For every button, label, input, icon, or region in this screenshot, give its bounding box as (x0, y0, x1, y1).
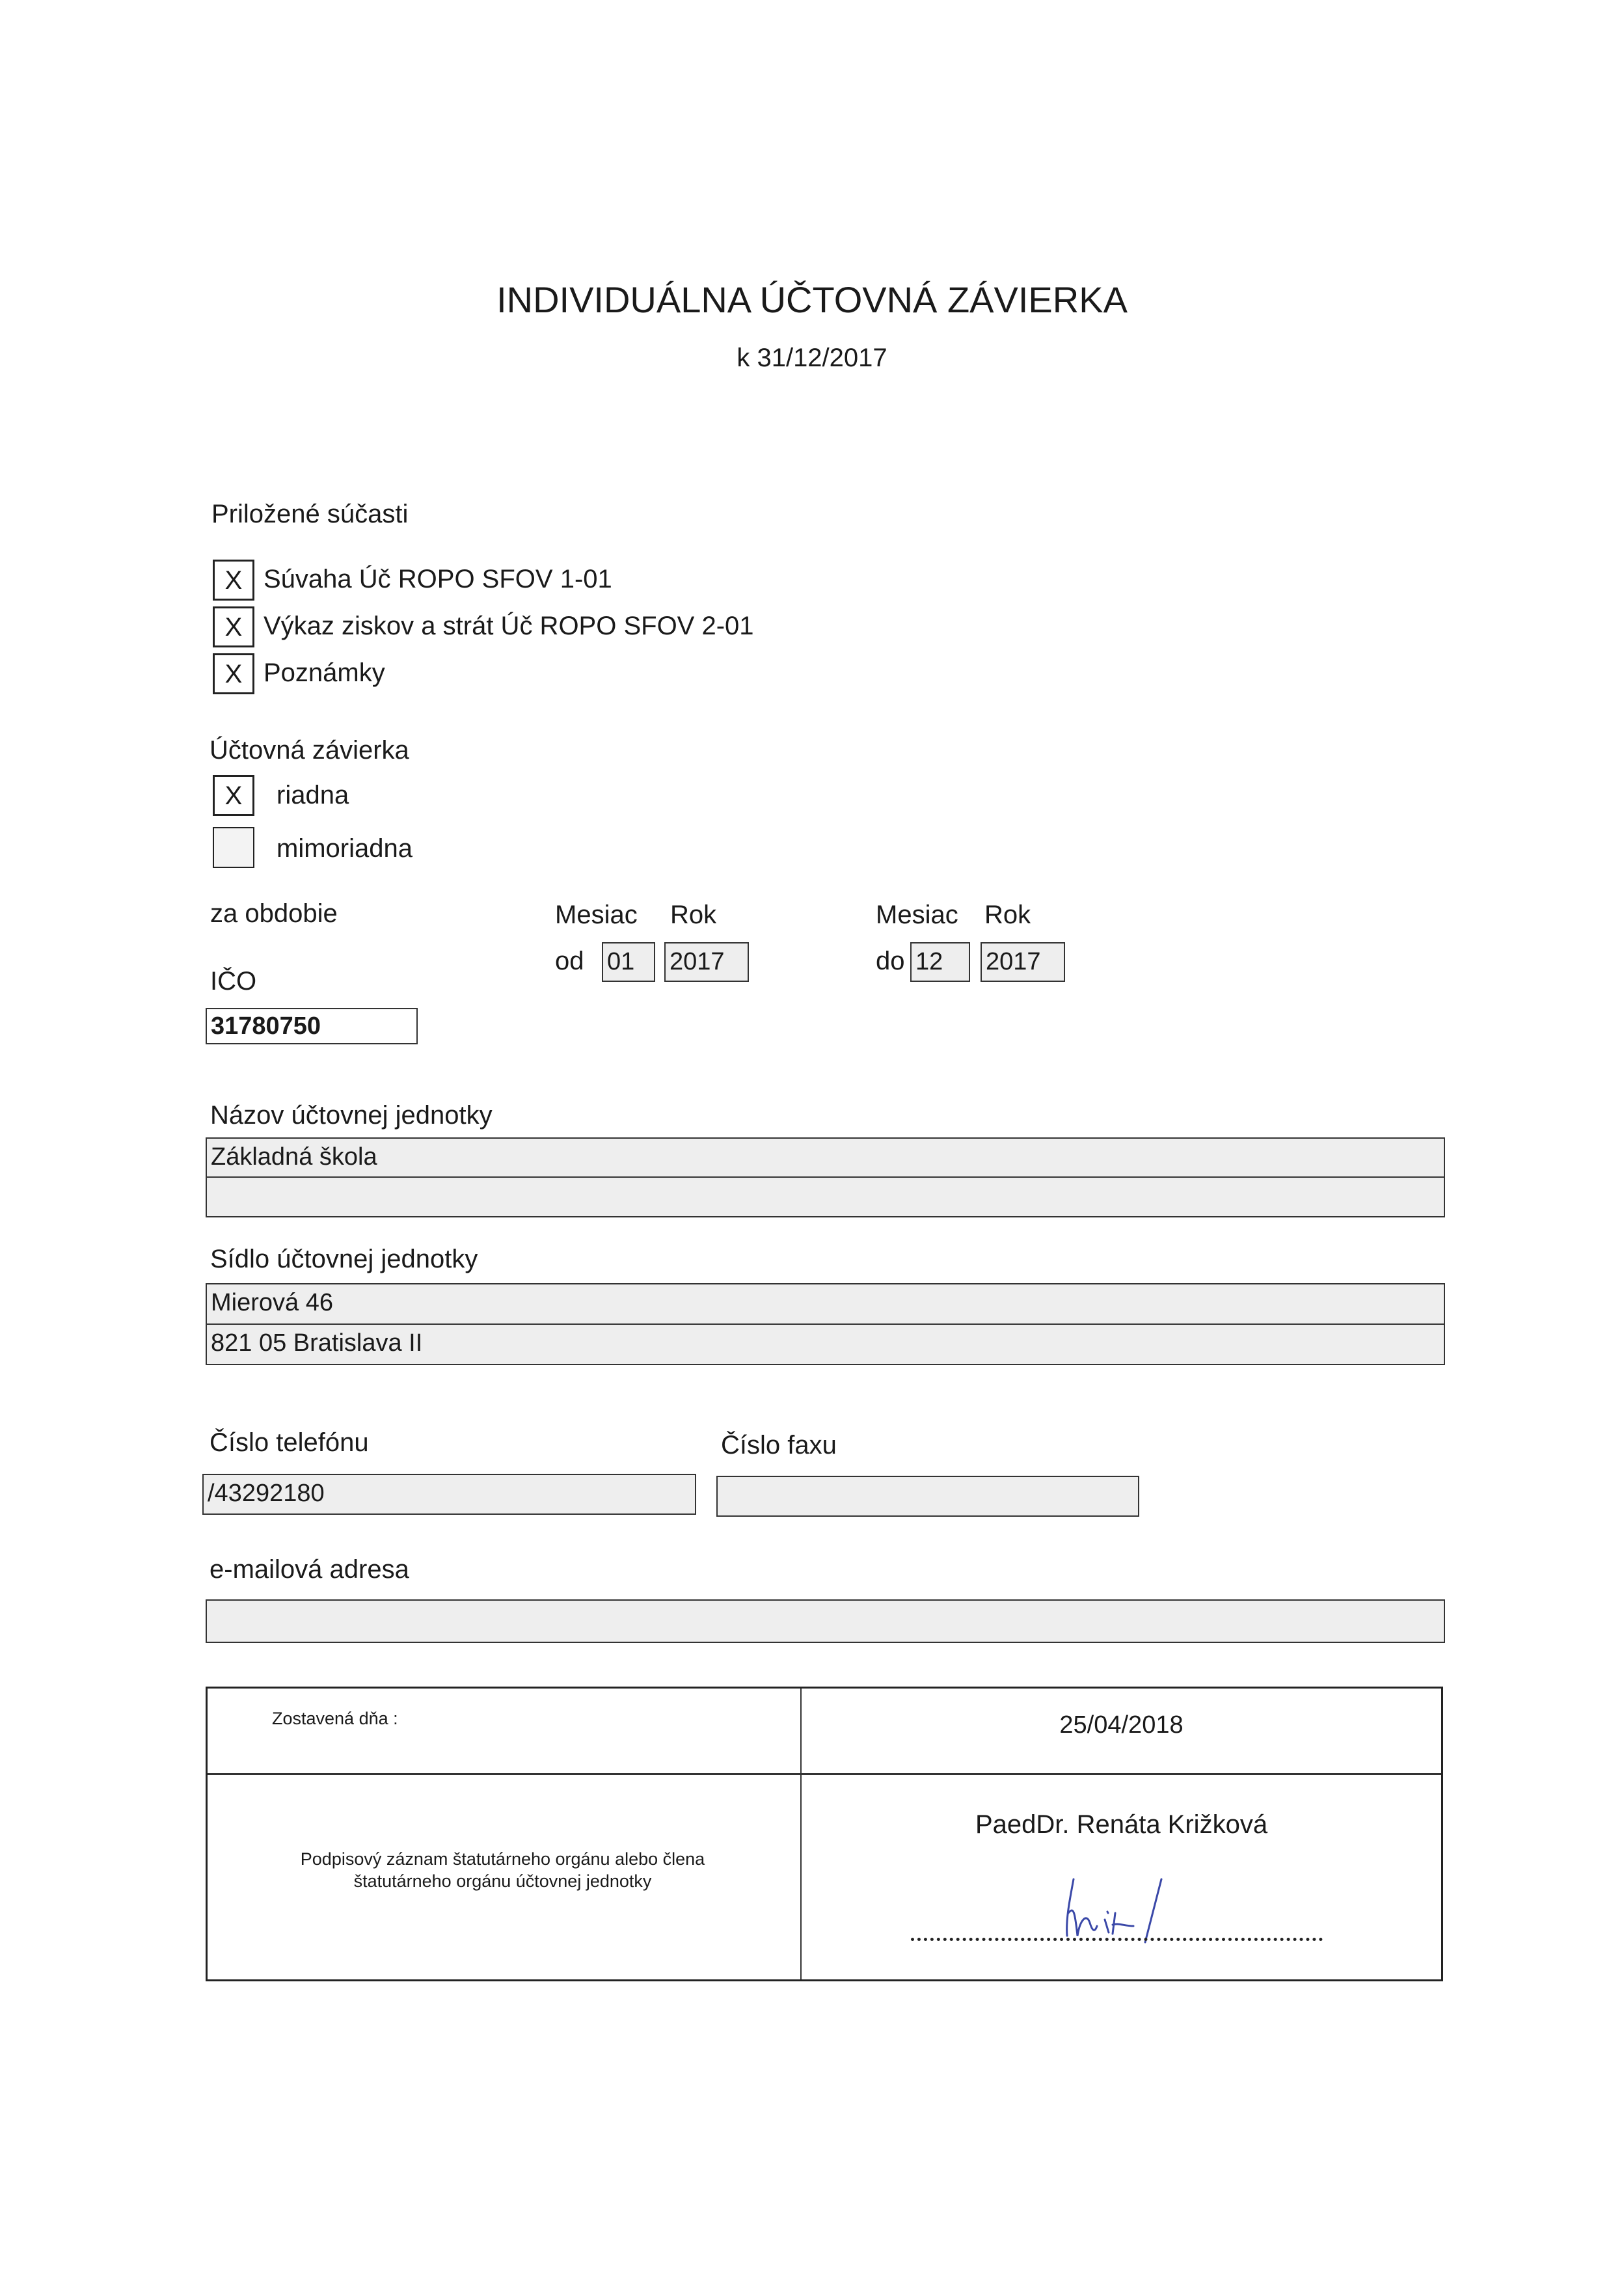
compiled-label: Zostavená dňa : (272, 1709, 398, 1728)
handwritten-signature (1061, 1874, 1256, 1946)
from-label: od (555, 947, 584, 975)
to-month-label: Mesiac (876, 901, 958, 929)
extraordinary-label: mimoriadna (277, 834, 413, 863)
signature-label-2: štatutárneho orgánu účtovnej jednotky (353, 1871, 652, 1891)
seat-label: Sídlo účtovnej jednotky (210, 1245, 478, 1273)
to-label: do (876, 947, 905, 975)
from-month-field[interactable]: 01 (602, 942, 655, 982)
compiled-date: 25/04/2018 (1059, 1711, 1184, 1739)
components-label: Priložené súčasti (211, 500, 409, 528)
checkbox-balance-sheet[interactable]: X (213, 560, 254, 601)
signer-name: PaedDr. Renáta Križková (975, 1810, 1268, 1839)
checkbox-notes[interactable]: X (213, 653, 254, 694)
closing-date: k 31/12/2017 (737, 344, 887, 372)
signature-line (911, 1938, 1323, 1941)
checkbox-extraordinary[interactable] (213, 827, 254, 868)
to-month-field[interactable]: 12 (910, 942, 970, 982)
page-title: INDIVIDUÁLNA ÚČTOVNÁ ZÁVIERKA (496, 279, 1128, 320)
from-year-label: Rok (670, 901, 717, 929)
from-year-field[interactable]: 2017 (664, 942, 749, 982)
seat-line-2[interactable]: 821 05 Bratislava II (206, 1323, 1445, 1365)
email-label: e-mailová adresa (210, 1555, 409, 1584)
notes-label: Poznámky (264, 658, 385, 687)
to-year-field[interactable]: 2017 (981, 942, 1065, 982)
period-label: za obdobie (210, 899, 338, 928)
fax-field[interactable] (716, 1476, 1139, 1517)
signature-label-1: Podpisový záznam štatutárneho orgánu alebo člena (300, 1849, 705, 1869)
seat-line-1[interactable]: Mierová 46 (206, 1283, 1445, 1325)
from-month-label: Mesiac (555, 901, 638, 929)
email-field[interactable] (206, 1599, 1445, 1643)
phone-label: Číslo telefónu (210, 1428, 369, 1457)
entity-name-line-2[interactable] (206, 1176, 1445, 1217)
ico-label: IČO (210, 967, 257, 996)
phone-field[interactable]: /43292180 (202, 1474, 696, 1515)
fax-label: Číslo faxu (721, 1431, 837, 1459)
closing-type-label: Účtovná závierka (210, 736, 409, 765)
regular-label: riadna (277, 781, 349, 809)
checkbox-income-statement[interactable]: X (213, 606, 254, 647)
entity-name-label: Názov účtovnej jednotky (210, 1101, 493, 1130)
checkbox-regular[interactable]: X (213, 775, 254, 816)
balance-sheet-label: Súvaha Úč ROPO SFOV 1-01 (264, 565, 612, 593)
entity-name-line-1[interactable]: Základná škola (206, 1137, 1445, 1178)
income-statement-label: Výkaz ziskov a strát Úč ROPO SFOV 2-01 (264, 612, 754, 640)
ico-field[interactable]: 31780750 (206, 1008, 418, 1044)
table-divider-horizontal (208, 1773, 1441, 1775)
to-year-label: Rok (984, 901, 1031, 929)
